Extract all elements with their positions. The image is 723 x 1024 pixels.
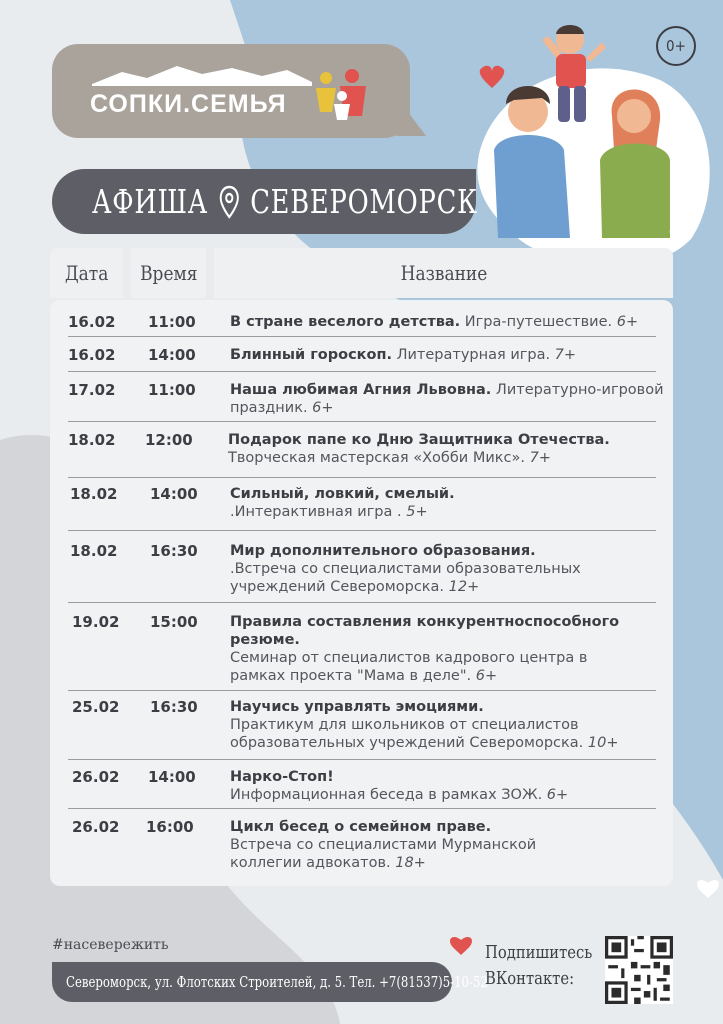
row-date: 18.02 <box>70 485 118 503</box>
mountains-icon <box>92 62 312 88</box>
row-time: 11:00 <box>148 381 196 399</box>
family-logo-icon <box>312 68 374 122</box>
row-name: Сильный, ловкий, смелый. .Интерактивная игра . 5+ <box>230 486 455 520</box>
location-pin-icon <box>219 185 239 219</box>
heart-icon <box>696 878 720 900</box>
row-separator <box>68 602 656 603</box>
row-name: Цикл бесед о семейном праве. Встреча со специалистами Мурманской коллегии адвокатов. 18+ <box>230 819 537 871</box>
row-name: Мир дополнительного образования. .Встреча со специалистами образовательных учреждений Североморска. 12+ <box>230 543 581 595</box>
row-time: 14:00 <box>148 768 196 786</box>
subscribe-text: Подпишитесь ВКонтакте: <box>485 942 593 989</box>
row-separator <box>68 530 656 531</box>
age-rating-badge: 0+ <box>656 26 696 66</box>
row-name: Наша любимая Агния Львовна. Литературно-игровой праздник. 6+ <box>230 382 664 416</box>
row-date: 16.02 <box>68 346 116 364</box>
schedule-table <box>50 300 673 886</box>
row-name: Блинный гороскоп. Литературная игра. 7+ <box>230 347 577 363</box>
row-time: 16:00 <box>146 818 194 836</box>
row-time: 11:00 <box>148 313 196 331</box>
row-date: 26.02 <box>72 818 120 836</box>
hashtag: #насевережить <box>52 937 169 953</box>
address-bar <box>52 962 488 1002</box>
row-name: Нарко-Стоп! Информационная беседа в рамках ЗОЖ. 6+ <box>230 769 569 803</box>
address-text: Североморск, ул. Флотских Строителей, д. 5. Тел. +7(81537)5-10-52 <box>66 973 488 991</box>
header-date: Дата <box>50 248 123 298</box>
row-separator <box>68 808 656 809</box>
row-date: 18.02 <box>68 431 116 449</box>
row-separator <box>68 421 656 422</box>
heart-icon <box>449 935 473 957</box>
row-time: 16:30 <box>150 698 198 716</box>
header-name: Название <box>214 248 673 298</box>
header-time: Время <box>131 248 206 298</box>
row-time: 14:00 <box>148 346 196 364</box>
row-time: 12:00 <box>145 431 193 449</box>
row-time: 14:00 <box>150 485 198 503</box>
row-name: В стране веселого детства. Игра-путешествие. 6+ <box>230 314 639 330</box>
row-date: 26.02 <box>72 768 120 786</box>
title-right: СЕВЕРОМОРСК <box>250 182 478 221</box>
page-title <box>92 182 478 221</box>
family-illustration <box>470 20 710 240</box>
row-separator <box>68 371 656 372</box>
row-separator <box>68 690 656 691</box>
row-time: 16:30 <box>150 542 198 560</box>
row-date: 19.02 <box>72 613 120 631</box>
title-left: АФИША <box>92 182 209 221</box>
logo-text: СОПКИ.СЕМЬЯ <box>90 90 287 118</box>
title-bar <box>52 169 476 234</box>
row-date: 18.02 <box>70 542 118 560</box>
qr-code[interactable] <box>605 936 673 1004</box>
row-time: 15:00 <box>150 613 198 631</box>
logo-bubble-tail <box>396 96 426 136</box>
row-separator <box>68 477 656 478</box>
row-separator <box>68 759 656 760</box>
row-name: Научись управлять эмоциями. Практикум для школьников от специалистов образовательных учреждений Североморска. 10+ <box>230 699 619 751</box>
row-date: 16.02 <box>68 313 116 331</box>
row-separator <box>68 336 656 337</box>
row-date: 25.02 <box>72 698 120 716</box>
row-date: 17.02 <box>68 381 116 399</box>
row-name: Правила составления конкурентноспособного резюме. Семинар от специалистов кадрового центра в рамках проекта "Мама в деле". 6+ <box>230 614 620 684</box>
row-name: Подарок папе ко Дню Защитника Отечества. Творческая мастерская «Хобби Микс». 7+ <box>228 432 610 466</box>
